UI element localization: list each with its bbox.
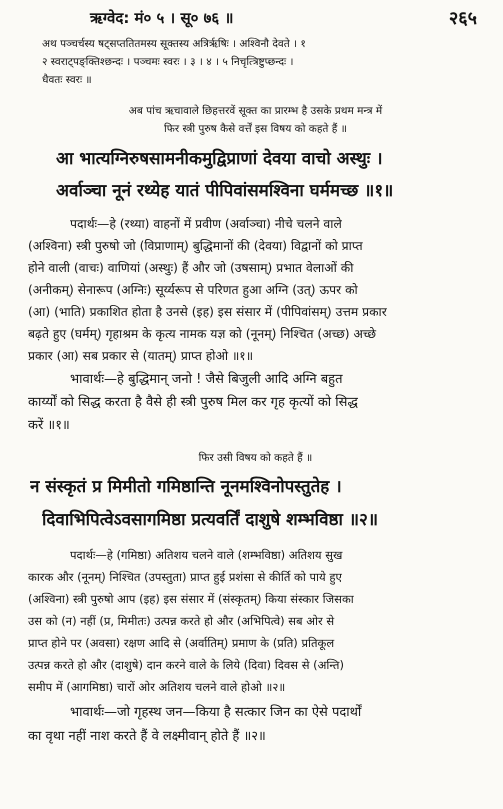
summary-2: फिर उसी विषय को कहते हैं ॥ [198, 452, 313, 464]
page-header [0, 4, 503, 30]
page-number: २६५ [448, 8, 477, 29]
intro-line-3: धैवतः स्वरः ॥ [42, 74, 92, 86]
padartha-1-line: (अश्विना) स्त्री पुरुषो जो (विप्राणाम्) बुद्धिमानों की (देवया) विद्वानों को प्राप्त [28, 239, 363, 253]
intro-line-2: २ स्वराट्पङ्क्तिश्छन्दः । पञ्चमः स्वरः । ३ । ४ । ५ निचृत्त्रिष्टुप्छन्दः । [42, 56, 294, 68]
padartha-2-line: प्राप्त होने पर (अवसा) रक्षण आदि से (अर्वातिम्) प्रमाण के (प्रति) प्रतिकूल [28, 636, 335, 650]
mantra-2-line-1: न संस्कृतं प्र मिमीतो गमिष्ठान्ति नूनमश्विनोपस्तुतेह । [30, 477, 342, 497]
padartha-1-line: प्रकार (आ) सब प्रकार से (यातम्) प्राप्त होओ ॥१॥ [28, 349, 254, 363]
bhavartha-1-line: कार्य्यों को सिद्ध करता है वैसे ही स्त्री पुरुष मिल कर गृह कृत्यों को सिद्ध [28, 395, 358, 410]
padartha-2-line: उत्पन्न करते हो और (दाशुषे) दान करने वाले के लिये (दिवा) दिवस से (अन्ति) [28, 658, 344, 672]
bhavartha-1-line: भावार्थः—हे बुद्धिमान् जनो ! जैसे बिजुली आदि अग्नि बहुत [70, 372, 343, 387]
running-title: ऋग्वेद: मं० ५ । सू० ७६ ॥ [90, 9, 234, 27]
padartha-1-line: बढ़ते हुए (घर्मम्) गृहाश्रम के कृत्य नामक यज्ञ को (नूनम्) निश्चित (अच्छ) अच्छे [28, 327, 377, 341]
summary-line-1: अब पांच ऋचावाले छिहत्तरवें सूक्त का प्रारम्भ है उसके प्रथम मन्त्र में [128, 105, 383, 117]
padartha-1-line: (आ) (भाति) प्रकाशित होता है उनसे (इह) इस संसार में (पीपिवांसम्) उत्तम प्रकार [28, 305, 387, 319]
padartha-1-line: (अनीकम्) सेनारूप (अग्निः) सूर्य्यरूप से परिणत हुआ अग्नि (उत्) ऊपर को [28, 283, 358, 297]
padartha-2-line: उस को (न) नहीं (प्र, मिमीतः) उत्पन्न करते हो और (अभिपित्वे) सब ओर से [28, 614, 335, 628]
summary-line-2: फिर स्त्री पुरुष कैसे वर्त्तें इस विषय को कहते हैं ॥ [164, 123, 347, 135]
padartha-1-line: होने वाली (वाचः) वाणियां (अस्थुः) हैं और जो (उषसाम्) प्रभात वेलाओं की [28, 261, 354, 275]
padartha-1-line: पदार्थः—हे (रथ्या) वाहनों में प्रवीण (अर्वाञ्चा) नीचे चलने वाले [70, 217, 342, 231]
padartha-2-line: कारक और (नूनम्) निश्चित (उपस्तुता) प्राप्त हुई प्रशंसा से कीर्ति को पाये हुए [28, 570, 342, 584]
intro-line-1: अथ पञ्चर्चस्य षट्सप्ततितमस्य सूक्तस्य अत्रिर्ऋषिः । अश्विनौ देवते । १ [42, 38, 306, 50]
padartha-2-line: पदार्थः—हे (गमिष्ठा) अतिशय चलने वाले (शम्भविष्ठा) अतिशय सुख [70, 548, 343, 562]
padartha-2-line: (अश्विना) स्त्री पुरुषो आप (इह) इस संसार में (संस्कृतम्) किया संस्कार जिसका [28, 592, 354, 606]
bhavartha-2-line: का वृथा नहीं नाश करते हैं वे लक्ष्मीवान् होते हैं ॥२॥ [28, 729, 266, 744]
mantra-2-line-2: दिवाभिपित्वेऽवसागमिष्ठा प्रत्यवर्तिं दाशुषे शम्भविष्ठा ॥२॥ [42, 510, 379, 530]
bhavartha-2-line: भावार्थः—जो गृहस्थ जन—किया है सत्कार जिन का ऐसे पदार्थों [70, 705, 362, 720]
bhavartha-1-line: करें ॥१॥ [28, 418, 70, 433]
mantra-1-line-2: अर्वाञ्चा नूनं रथ्येह यातं पीपिवांसमश्विना घर्ममच्छ ॥१॥ [56, 181, 394, 201]
padartha-2-line: समीप में (आगमिष्ठा) चारों ओर अतिशय चलने वाले होओ ॥२॥ [28, 680, 286, 694]
mantra-1-line-1: आ भात्यग्निरुषसामनीकमुद्विप्राणां देवया वाचो अस्थुः । [56, 149, 383, 169]
